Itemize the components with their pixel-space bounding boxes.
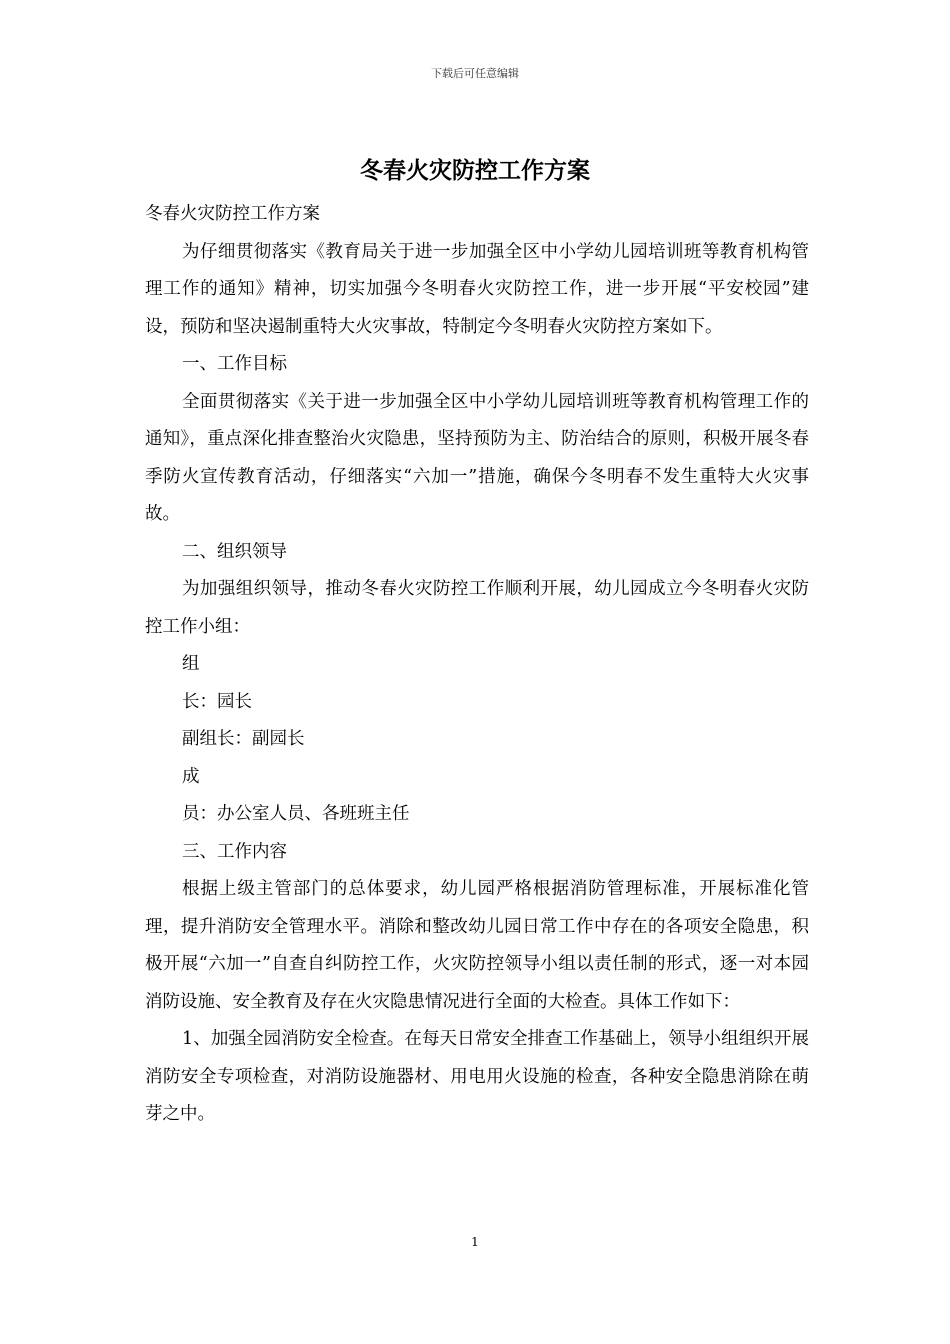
team-line-deputy: 副组长：副园长: [182, 729, 305, 749]
content-paragraph: 根据上级主管部门的总体要求，幼儿园严格根据消防管理标准，开展标准化管理，提升消防安全管理水平。消除和整改幼儿园日常工作中存在的各项安全隐患，积极开展“六加一”自查自纠防控工作，火灾防控领导小组以责任制的形式，逐一对本园消防设施、安全教育及存在火灾隐患情况进行全面的大检查。具体工作如下：: [145, 879, 809, 1012]
section-heading-goals: 一、工作目标: [182, 354, 287, 374]
team-line-leader: 长：园长: [182, 691, 252, 712]
section-heading-leadership: 二、组织领导: [182, 541, 287, 562]
content-item-1: 1、加强全园消防安全检查。在每天日常安全排查工作基础上，领导小组组织开展消防安全专项检查，对消防设施器材、用电用火设施的检查，各种安全隐患消除在萌芽之中。: [145, 1029, 809, 1124]
goals-paragraph: 全面贯彻落实《关于进一步加强全区中小学幼儿园培训班等教育机构管理工作的通知》，重点深化排查整治火灾隐患，坚持预防为主、防治结合的原则，积极开展冬春季防火宣传教育活动，仔细落实“六加一”措施，确保今冬明春不发生重特大火灾事故。: [145, 391, 809, 524]
team-line-leader-prefix: 组: [182, 654, 200, 674]
section-heading-content: 三、工作内容: [182, 841, 287, 862]
intro-paragraph: 为仔细贯彻落实《教育局关于进一步加强全区中小学幼儿园培训班等教育机构管理工作的通知》精神，切实加强今冬明春火灾防控工作，进一步开展“平安校园”建设，预防和坚决遏制重特大火灾事故，特制定今冬明春火灾防控方案如下。: [145, 241, 809, 337]
page-number: 1: [471, 1235, 479, 1249]
team-line-members: 员：办公室人员、各班班主任: [182, 804, 410, 824]
document-body: [145, 196, 809, 1134]
subtitle-paragraph: 冬春火灾防控工作方案: [145, 204, 320, 224]
document-title: 冬春火灾防控工作方案: [360, 157, 590, 184]
team-line-members-prefix: 成: [182, 766, 200, 787]
leadership-paragraph: 为加强组织领导，推动冬春火灾防控工作顺利开展，幼儿园成立今冬明春火灾防控工作小组：: [145, 579, 809, 637]
header-note: 下载后可任意编辑: [431, 67, 519, 80]
